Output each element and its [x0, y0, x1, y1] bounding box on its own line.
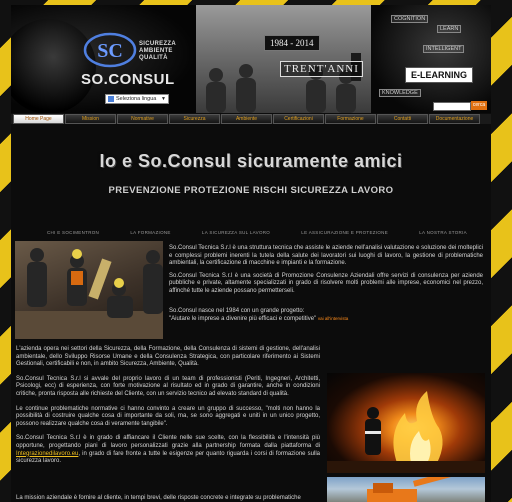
excavator-photo	[327, 477, 485, 502]
language-select-label: Seleziona lingua	[116, 96, 157, 102]
body-paragraph: So.Consul Tecnica S.r.l si avvale del proprio lavoro di un team di professionisti (Periti, Ingegneri, Architetti, Psicologi, ecc) di esperienza, con forte motivazione al risultato ed in grado di garantire, anche in condizioni critiche, pronta risposta alle richieste del Cliente, con un servizio tecnico ad elevato standard di qualità.	[16, 375, 320, 397]
tagline-line: SICUREZZA	[139, 41, 177, 47]
header-banner	[11, 5, 491, 113]
cloud-word: KNOWLEDGE	[379, 89, 421, 97]
nav-item-ambiente[interactable]: Ambiente	[221, 114, 272, 124]
anniversary-photo	[196, 5, 371, 113]
section-link[interactable]: LA NOSTRA STORIA	[419, 230, 467, 235]
cloud-word: INTELLIGENT	[423, 45, 464, 53]
nav-item-formazione[interactable]: Formazione	[325, 114, 376, 124]
page-subheadline: PREVENZIONE PROTEZIONE RISCHI SICUREZZA LAVORO	[108, 185, 394, 196]
nav-item-contatti[interactable]: Contatti	[377, 114, 428, 124]
body-paragraph: L'azienda opera nei settori della Sicurezza, della Formazione, della Consulenza di sistemi di gestione, dell'analisi ambientale, dello Sviluppo Risorse Umane e della Consulenza Strategica, con particolare riferimento ai Sistemi Gestionali, certificabili e non, in ambito Sicurezza, Ambiente, Qualità.	[16, 346, 320, 368]
elearning-label[interactable]: E-LEARNING	[405, 67, 473, 83]
fire-illustration	[327, 373, 485, 473]
section-links	[47, 230, 467, 235]
tagline-line: QUALITÀ	[139, 55, 168, 61]
body-text-span: , in grado di fare fronte a tutte le esigenze per quanto riguarda i corsi di formazione sulla sicurezza lavoro.	[16, 450, 320, 465]
logo-tagline	[139, 41, 195, 62]
nav-item-sicurezza[interactable]: Sicurezza	[169, 114, 220, 124]
brand-name[interactable]: SO.CONSUL	[81, 71, 175, 88]
nav-item-mission[interactable]: Mission	[65, 114, 116, 124]
intro-paragraph: So.Consul Tecnica S.r.l è una società di Promozione Consulenze Aziendali offre servizi di consulenza per aziende pubbliche e private, altamente specializzati in grado di risolvere molti problemi alle imprese, economici nel prezzo, affinché tutte le aziende possano permetterseli.	[169, 272, 483, 294]
nav-item-certificazioni[interactable]: Certificazioni	[273, 114, 324, 124]
section-link[interactable]: LA FORMAZIONE	[130, 230, 171, 235]
search-button[interactable]: cerca	[472, 102, 486, 108]
intro-text	[169, 245, 483, 329]
fire-photo	[327, 373, 485, 473]
chevron-down-icon: ▼	[161, 96, 166, 102]
intro-quote: "Aiutare le imprese a divenire più efficaci e competitive"	[169, 316, 317, 323]
body-paragraph: Le continue problematiche normative ci hanno convinto a creare un gruppo di successo, "molti non hanno la possibilità di costruire qualche cosa di importante da soli, ma, se sono aggregati e uniti in un unico progetto, possono realizzare qualche cosa di veramente tangibile".	[16, 405, 320, 427]
anniversary-badge: TRENT'ANNI	[280, 61, 363, 77]
cloud-word: LEARN	[437, 25, 461, 33]
cloud-word: COGNITION	[391, 15, 428, 23]
excavator-illustration	[327, 477, 485, 502]
nav-item-documentazione[interactable]: Documentazione	[429, 114, 480, 124]
logo-panel	[11, 5, 196, 113]
interview-link[interactable]: vai all'intervista	[317, 316, 349, 322]
intro-paragraph: So.Consul Tecnica S.r.l è una struttura tecnica che assiste le aziende nell'analisi valutazione e soluzione dei molteplici e complessi problemi inerenti la tutela della salute dei lavoratori sui luoghi di lavoro, la gestione di problematiche ambientali, la certificazione di macchine e impianti e la formazione.	[169, 245, 483, 267]
svg-text:SC: SC	[97, 40, 123, 62]
body-text-span: So.Consul Tecnica S.r.l è in grado di affiancare il Cliente nelle sue scelte, con la flessibilità e l'intensità più opportune, progettando piani di lavoro personalizzati grazie alla partnership formata dalla piattaforma di	[16, 435, 320, 449]
intro-paragraph	[169, 308, 483, 324]
logo-icon[interactable]	[83, 31, 137, 69]
page	[11, 5, 491, 502]
language-select[interactable]	[105, 94, 169, 104]
section-link[interactable]: LE ASSICURAZIONE E PROTEZIONE	[301, 230, 389, 235]
mission-text: La mission aziendale è fornire al cliente, in tempi brevi, delle risposte concrete e integrate su problematiche	[16, 495, 301, 501]
workers-illustration	[15, 241, 163, 339]
section-link[interactable]: LA SICUREZZA SUL LAVORO	[201, 230, 271, 235]
page-headline: Io e So.Consul sicuramente amici	[99, 151, 403, 171]
body-text	[16, 346, 320, 473]
partner-link[interactable]: Integrazionedilavoro.eu	[16, 450, 79, 457]
nav-item-normative[interactable]: Normative	[117, 114, 168, 124]
section-link[interactable]: CHI E SOCIMENTRON	[47, 230, 100, 235]
google-translate-icon	[108, 96, 114, 102]
elearning-panel	[371, 5, 491, 113]
body-paragraph	[16, 435, 320, 465]
main-nav	[11, 114, 491, 124]
nav-item-home[interactable]: Home Page	[13, 114, 64, 124]
workers-photo	[15, 241, 163, 339]
years-badge: 1984 - 2014	[264, 35, 320, 51]
search-input[interactable]	[433, 102, 471, 111]
tagline-line: AMBIENTE	[139, 48, 173, 54]
intro-line: So.Consul nasce nel 1984 con un grande progetto:	[169, 307, 305, 314]
